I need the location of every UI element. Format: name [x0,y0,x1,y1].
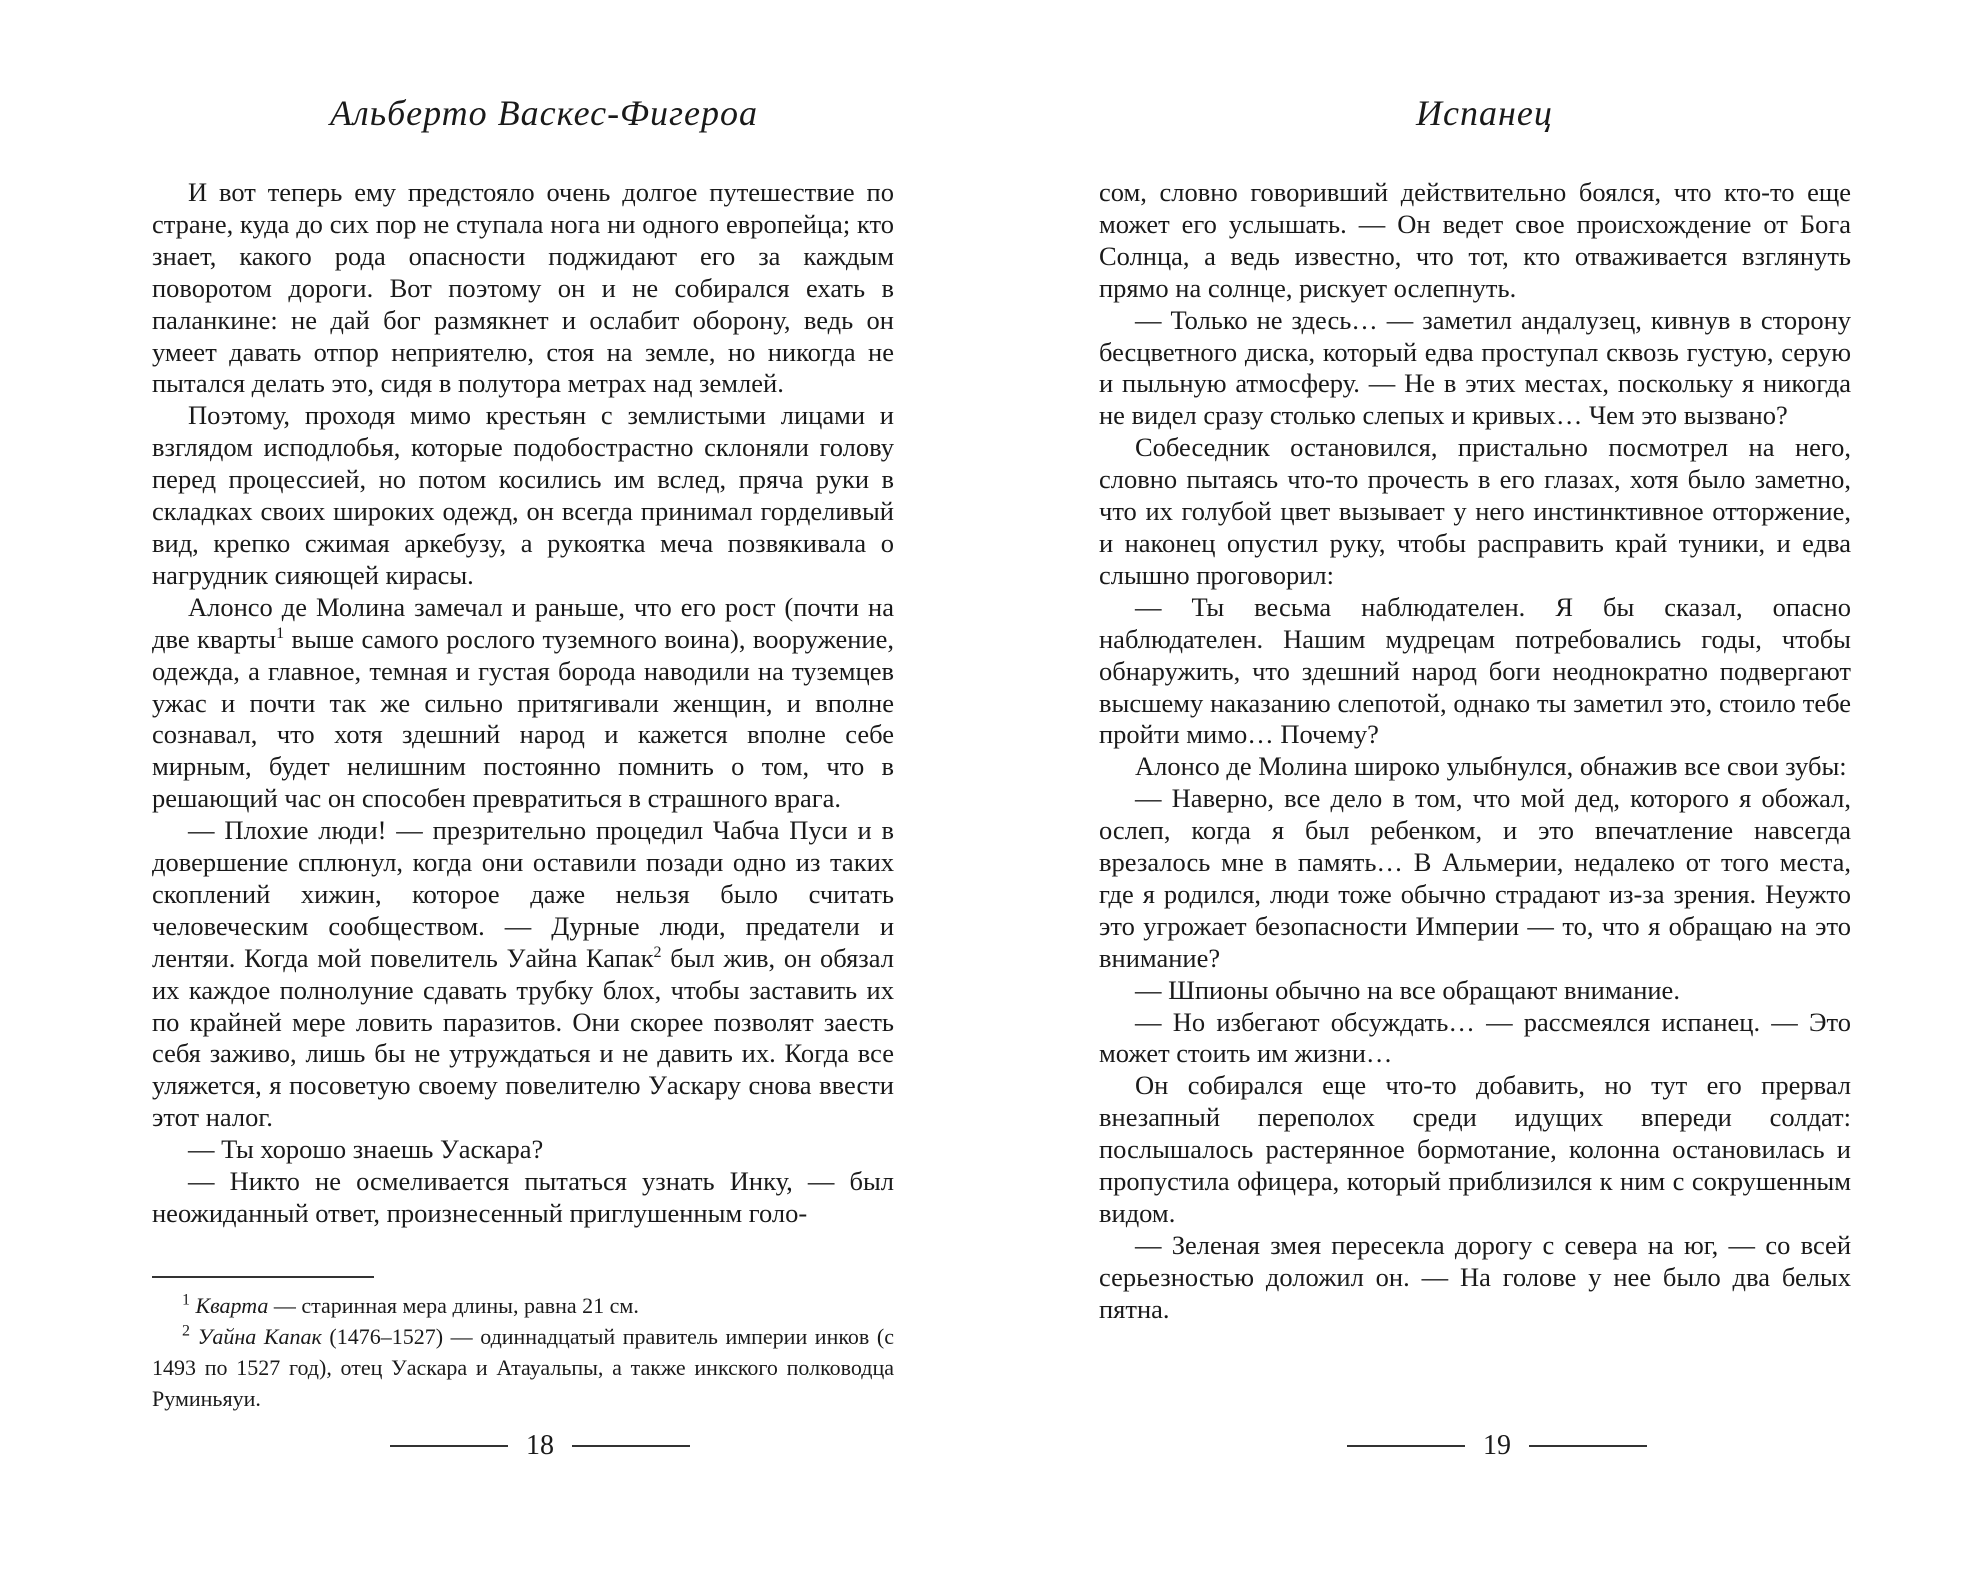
page-number: 18 [526,1430,554,1461]
running-head-title: Испанец [1416,93,1553,133]
footnote-text: — старинная мера длины, равна 21 см. [268,1293,639,1318]
paragraph-text: выше самого рослого туземного воина), вооружение, одежда, а главное, темная и густая борода наводили на туземцев ужас и почти так же сильно притягивали женщин, и вполне сознавал, что хотя здешний народ и кажется вполне себе мирным, будет нелишним постоянно помнить о том, что в решающий час он способен превратиться в страшного врага. [152,623,894,814]
paragraph: — Ты хорошо знаешь Уаскара? [188,1134,544,1165]
paragraph: Он собирался еще что-то добавить, но тут его прервал внезапный переполох среди идущих впереди солдат: послышалось растерянное бормотание, колонна остановилась и пропустила офицера, который приблизился к ним с сокрушенным видом. [1099,1070,1851,1228]
folio-rule [390,1445,508,1447]
paragraph: Алонсо де Молина широко улыбнулся, обнажив все свои зубы: [1135,751,1847,782]
footnote-ref: 2 [653,943,662,961]
running-head-author: Альберто Васкес-Фигероа [330,93,759,133]
paragraph: — Никто не осмеливается пытаться узнать Инку, — был неожиданный ответ, произнесенный приглушенным голо- [152,1166,894,1228]
footnote-rule [152,1276,374,1278]
paragraph: — Но избегают обсуждать… — рассмеялся испанец. — Это может стоить им жизни… [1099,1006,1851,1069]
paragraph-text: Алонсо де Молина замечал и раньше, что его рост (почти на две кварты [152,591,894,654]
paragraph [152,592,894,815]
left-page-body [152,177,894,1230]
paragraph: сом, словно говоривший действительно боялся, что кто-то еще может его услышать. — Он ведет свое происхождение от Бога Солнца, а ведь известно, что тот, кто отваживается взглянуть прямо на солнце, рискует ослепнуть. [1099,177,1851,303]
paragraph: Собеседник остановился, пристально посмотрел на него, словно пытаясь что-то прочесть в его глазах, хотя было заметно, что их голубой цвет вызывает у него инстинктивное отторжение, и наконец опустил руку, чтобы расправить край туники, и едва слышно проговорил: [1099,432,1851,590]
footnote-text: (1476–1527) — одиннадцатый правитель империи инков (с 1493 по 1527 год), отец Уаскара и Атауальпы, а также инкского полководца Руминьяуи. [152,1324,894,1411]
footnote [152,1290,894,1321]
folio-rule [1347,1445,1465,1447]
paragraph-text: — Плохие люди! — презрительно процедил Чабча Пуси и в довершение сплюнул, когда они оставили позади одно из таких скоплений хижин, которое даже нельзя было считать человеческим сообществом. — Дурные люди, предатели и лентяи. Когда мой повелитель Уайна Капак [152,815,894,973]
paragraph: — Шпионы обычно на все обращают внимание. [1135,974,1680,1005]
footnote-term: Кварта [195,1293,269,1318]
footnote-number: 2 [182,1322,190,1340]
paragraph [152,815,894,1134]
footnotes [152,1290,894,1414]
paragraph: — Зеленая змея пересекла дорогу с севера на юг, — со всей серьезностью доложил он. — На голове у нее было два белых пятна. [1099,1229,1851,1324]
right-page-body [1099,177,1851,1326]
right-page [994,0,1988,1570]
paragraph: Поэтому, проходя мимо крестьян с землистыми лицами и взглядом исподлобья, которые подобострастно склоняли голову перед процессией, но потом косились им вслед, пряча руки в складках своих широких одежд, он всегда принимал горделивый вид, крепко сжимая аркебузу, а рукоятка меча позвякивала о нагрудник сияющей кирасы. [152,400,894,590]
folio-rule [572,1445,690,1447]
paragraph-text: был жив, он обязал их каждое полнолуние сдавать трубку блох, чтобы заставить их по крайней мере ловить паразитов. Они скорее позволят заесть себя заживо, лишь бы не утруждаться и не давить их. Когда все уляжется, я посоветую своему повелителю Уаскару снова ввести этот налог. [152,942,894,1133]
paragraph: И вот теперь ему предстояло очень долгое путешествие по стране, куда до сих пор не ступала нога ни одного европейца; кто знает, какого рода опасности поджидают его за каждым поворотом дороги. Вот поэтому он и не собирался ехать в паланкине: не дай бог размякнет и ослабит оборону, ведь он умеет давать отпор неприятелю, стоя на земле, но никогда не пытался делать это, сидя в полутора метрах над землей. [152,177,894,399]
footnote-number: 1 [182,1291,190,1309]
paragraph: — Ты весьма наблюдателен. Я бы сказал, опасно наблюдателен. Нашим мудрецам потребовались годы, чтобы обнаружить, что здешний народ боги неоднократно подвергают высшему наказанию слепотой, однако ты заметил это, стоило тебе пройти мимо… Почему? [1099,591,1851,750]
folio-rule [1529,1445,1647,1447]
paragraph: — Наверно, все дело в том, что мой дед, которого я обожал, ослеп, когда я был ребенком, и это впечатление навсегда врезалось мне в память… В Альмерии, недалеко от того места, где я родился, люди тоже обычно страдают из-за зрения. Неужто это угрожает безопасности Империи — то, что я обращаю на это внимание? [1099,783,1851,973]
page-number: 19 [1483,1430,1511,1461]
page-number-right [1329,1430,1665,1462]
paragraph: — Только не здесь… — заметил андалузец, кивнув в сторону бесцветного диска, который едва проступал сквозь густую, серую и пыльную атмосферу. — Не в этих местах, поскольку я никогда не видел сразу столько слепых и кривых… Чем это вызвано? [1099,304,1851,431]
footnote-ref: 1 [276,624,285,642]
footnote-term: Уайна Капак [197,1324,322,1349]
page-number-left [372,1430,708,1462]
footnote [152,1321,894,1414]
